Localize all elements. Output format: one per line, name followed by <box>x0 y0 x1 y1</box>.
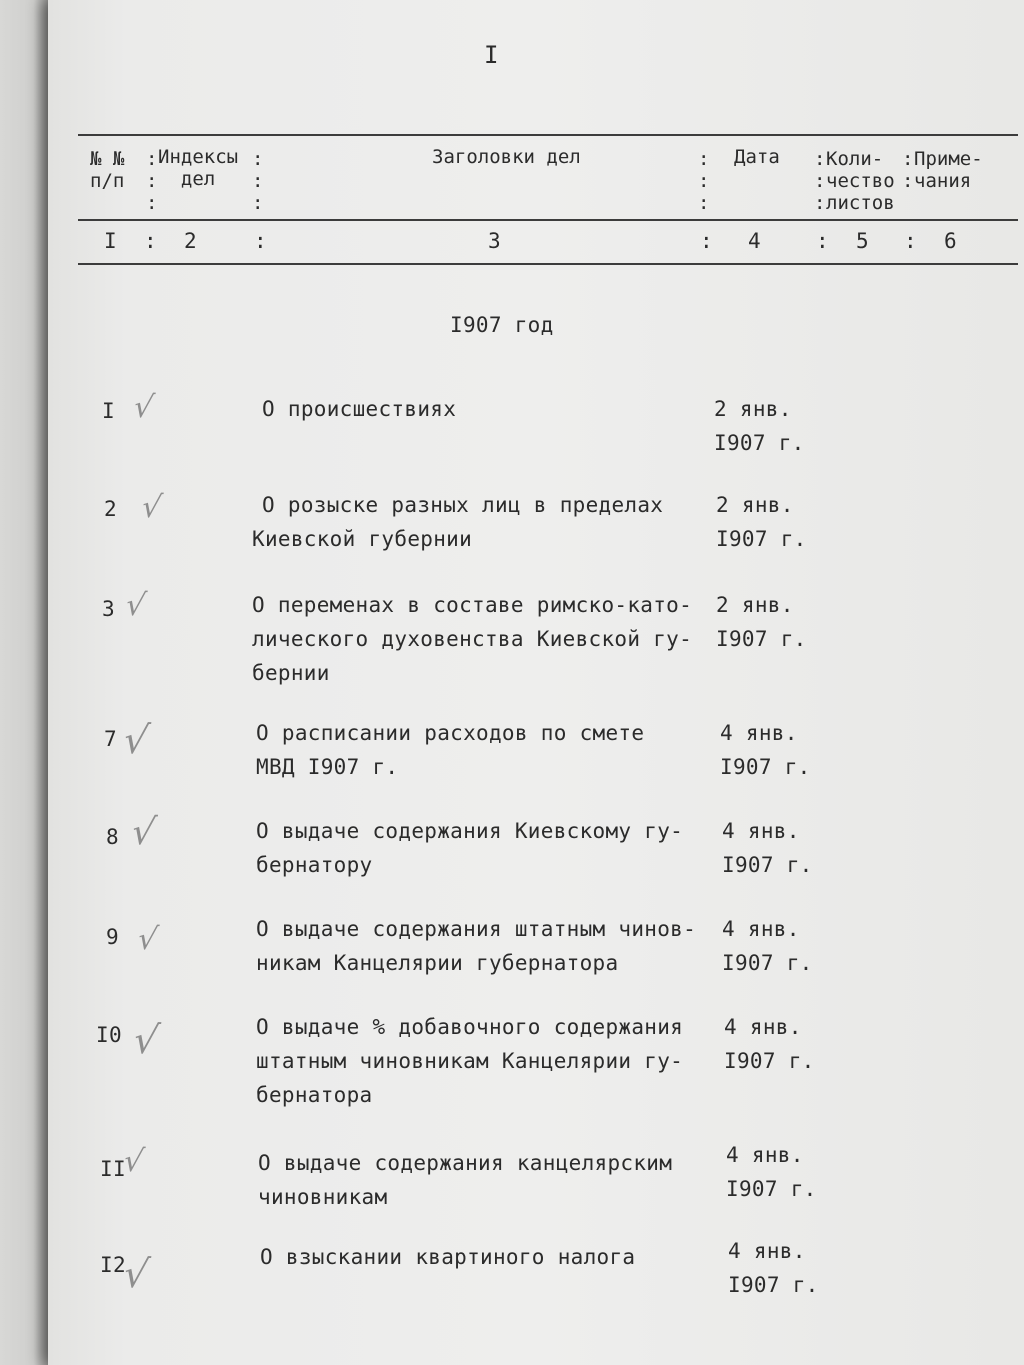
row-number: I2 <box>100 1253 126 1277</box>
col-separator-3: : : : <box>698 148 710 214</box>
check-mark-icon: √ <box>128 812 159 853</box>
colnum-sep: : <box>700 229 713 253</box>
check-mark-icon: √ <box>130 1018 163 1062</box>
header-num: № № п/п <box>90 148 125 192</box>
row-date: 4 янв. I907 г. <box>722 917 813 975</box>
colnum-sep: : <box>816 229 829 253</box>
check-mark-icon: √ <box>120 718 153 762</box>
row-title: О переменах в составе римско-като- лического духовенства Киевской гу- бернии <box>252 593 693 685</box>
row-title: О розыске разных лиц в пределах Киевской губернии <box>252 493 664 551</box>
col-separator-5: : : <box>902 148 914 192</box>
row-number: 9 <box>106 925 119 949</box>
row-number: I <box>102 399 115 423</box>
colnum-2: 2 <box>184 229 197 253</box>
colnum-3: 3 <box>488 229 501 253</box>
row-title: О выдаче содержания штатным чинов- никам Канцелярии губернатора <box>256 917 697 975</box>
col-separator-4: : : : <box>814 148 826 214</box>
header-count: Коли- чество листов <box>826 148 895 214</box>
header-date: Дата <box>734 146 780 168</box>
row-date: 4 янв. I907 г. <box>720 721 811 779</box>
row-title: О выдаче содержания Киевскому гу- бернатору <box>256 819 684 877</box>
row-title: О выдаче содержания канцелярским чиновникам <box>258 1151 673 1209</box>
colnum-1: I <box>104 229 117 253</box>
row-title: О выдаче % добавочного содержания штатным чиновникам Канцелярии гу- бернатора <box>256 1015 684 1107</box>
header-title: Заголовки дел <box>432 146 581 168</box>
row-title: О происшествиях <box>262 397 457 421</box>
check-mark-icon: √ <box>130 390 157 425</box>
row-title: О взыскании квартиного налога <box>260 1245 636 1269</box>
check-mark-icon: √ <box>120 1144 147 1179</box>
check-mark-icon: √ <box>134 922 161 957</box>
col-separator-2: : : : <box>252 148 264 214</box>
colnum-6: 6 <box>944 229 957 253</box>
row-date: 4 янв. I907 г. <box>726 1143 817 1201</box>
row-number: 7 <box>104 727 117 751</box>
col-separator-1: : : : <box>146 148 158 214</box>
header-notes: Приме- чания <box>914 148 983 192</box>
row-date: 2 янв. I907 г. <box>716 593 807 651</box>
header-top-rule <box>78 134 1018 136</box>
row-number: II <box>100 1157 126 1181</box>
row-number: 2 <box>104 497 117 521</box>
colnum-sep: : <box>254 229 267 253</box>
section-year: I907 год <box>450 313 554 337</box>
header-index: Индексы дел <box>158 146 239 190</box>
row-title: О расписании расходов по смете МВД I907 г. <box>256 721 645 779</box>
check-mark-icon: √ <box>120 1252 153 1296</box>
row-date: 4 янв. I907 г. <box>722 819 813 877</box>
colnum-sep: : <box>144 229 157 253</box>
row-date: 4 янв. I907 г. <box>724 1015 815 1073</box>
row-number: I0 <box>96 1023 122 1047</box>
page-number: I <box>484 41 499 69</box>
colnum-sep: : <box>904 229 917 253</box>
row-date: 4 янв. I907 г. <box>728 1239 819 1297</box>
row-number: 8 <box>106 825 119 849</box>
check-mark-icon: √ <box>138 490 165 525</box>
header-bottom-rule <box>78 263 1018 265</box>
check-mark-icon: √ <box>122 588 149 623</box>
row-number: 3 <box>102 597 115 621</box>
colnum-5: 5 <box>856 229 869 253</box>
row-date: 2 янв. I907 г. <box>716 493 807 551</box>
header-mid-rule <box>78 219 1018 221</box>
page-edge <box>0 0 48 1365</box>
colnum-4: 4 <box>748 229 761 253</box>
row-date: 2 янв. I907 г. <box>714 397 805 455</box>
